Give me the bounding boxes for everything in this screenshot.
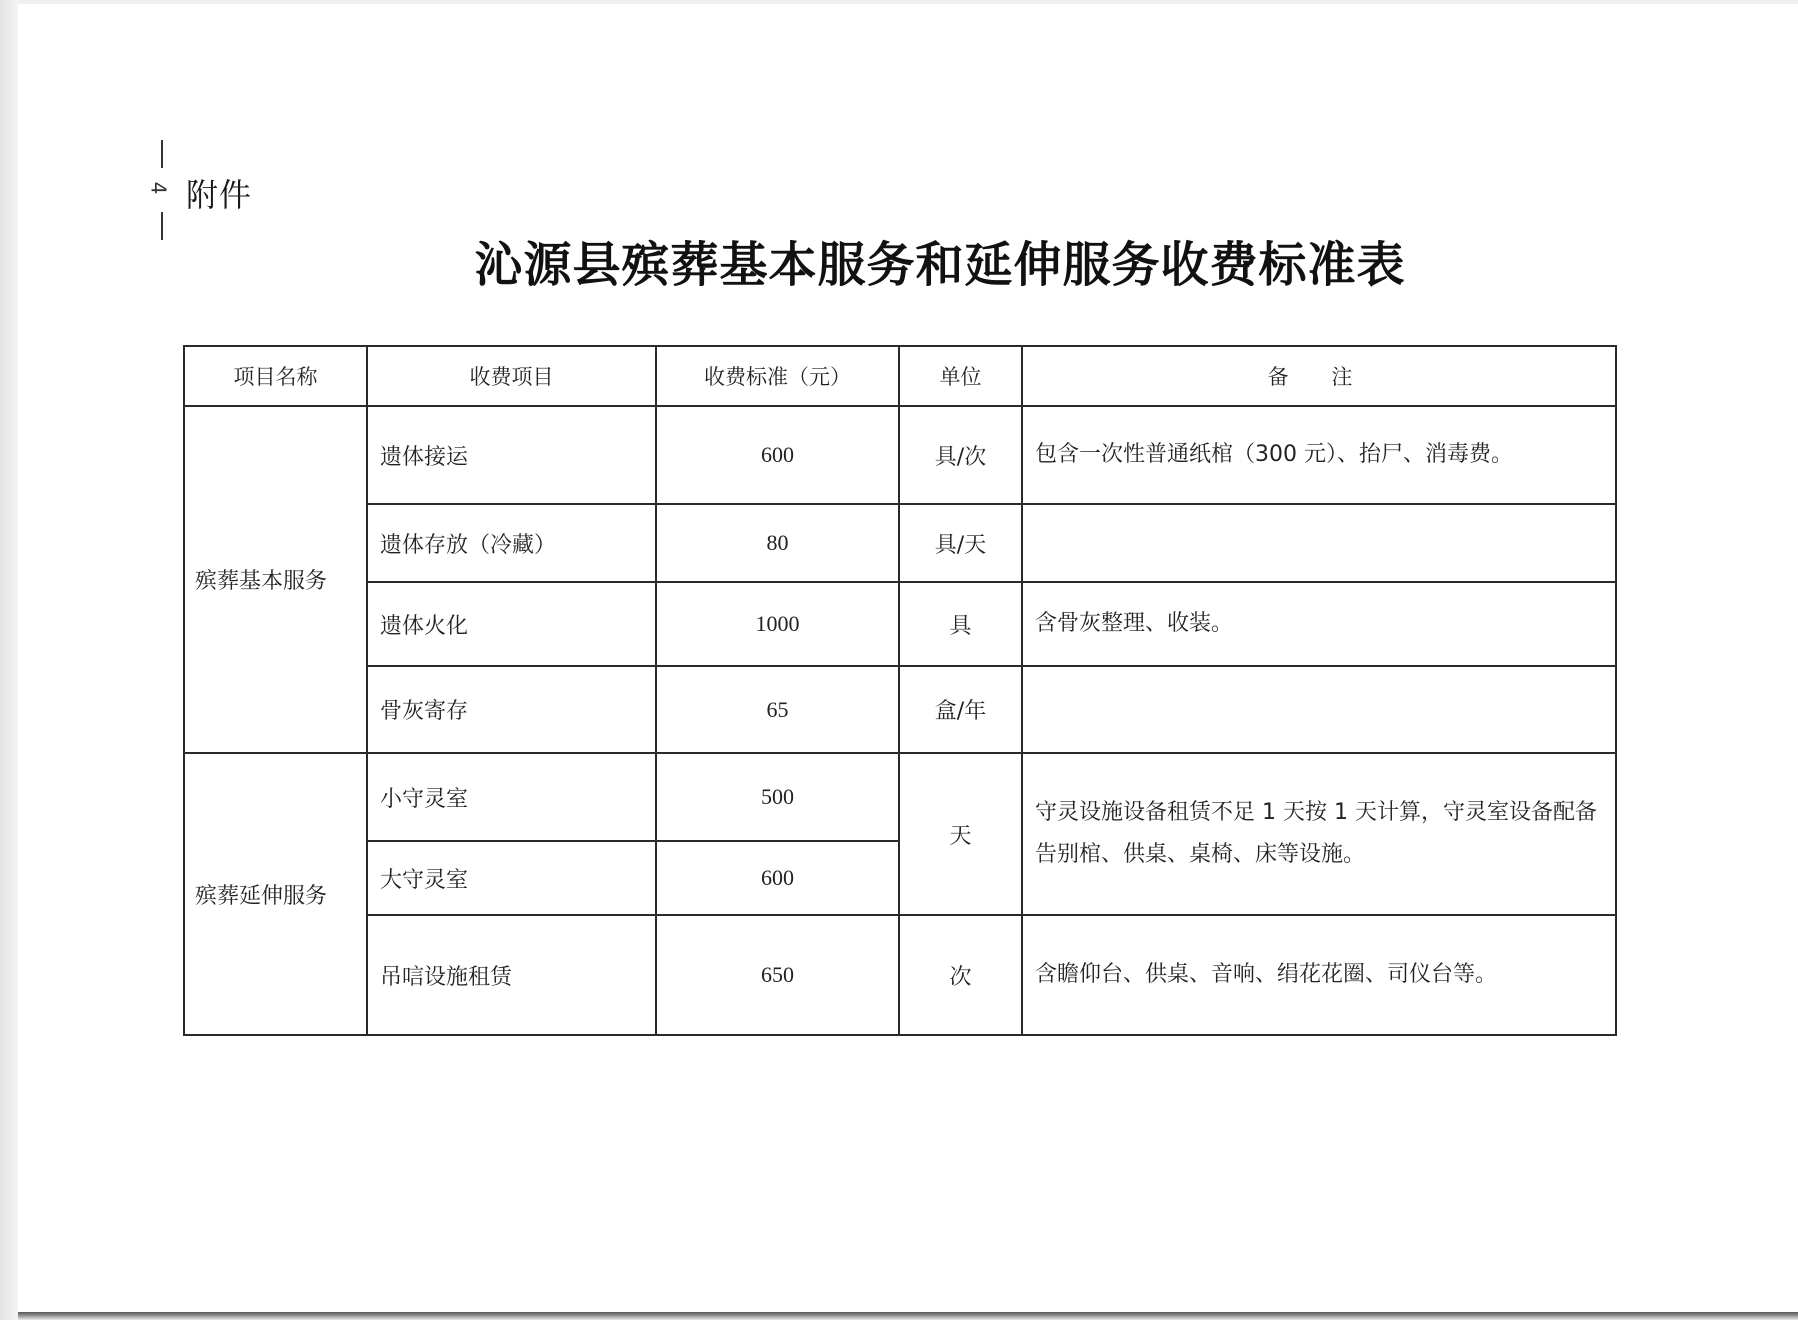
price-cell: 500 [656, 753, 899, 841]
header-item: 收费项目 [367, 346, 656, 406]
document-title: 沁源县殡葬基本服务和延伸服务收费标准表 [474, 237, 1406, 293]
price-cell: 65 [656, 666, 899, 753]
item-cell: 遗体存放（冷藏） [367, 504, 656, 582]
remark-cell [1022, 666, 1616, 753]
fee-standard-table [183, 345, 1617, 1036]
unit-cell: 次 [899, 915, 1022, 1035]
unit-cell: 具 [899, 582, 1022, 666]
header-remark: 备 注 [1022, 346, 1616, 406]
unit-cell: 具/天 [899, 504, 1022, 582]
item-cell: 遗体接运 [367, 406, 656, 504]
price-cell: 650 [656, 915, 899, 1035]
price-cell: 600 [656, 406, 899, 504]
table-row [184, 666, 1616, 753]
unit-cell: 天 [899, 753, 1022, 915]
remark-cell [1022, 504, 1616, 582]
unit-cell: 具/次 [899, 406, 1022, 504]
table-header-row [184, 346, 1616, 406]
remark-cell: 包含一次性普通纸棺（300 元）、抬尸、消毒费。 [1022, 406, 1616, 504]
page-marker-bar-bottom [161, 212, 163, 240]
price-cell: 80 [656, 504, 899, 582]
item-cell: 吊唁设施租赁 [367, 915, 656, 1035]
table-row [184, 915, 1616, 1035]
remark-cell: 含骨灰整理、收装。 [1022, 582, 1616, 666]
page-number: 4 [146, 181, 171, 195]
scan-edge-left [0, 0, 18, 1320]
scan-edge-top [18, 0, 1798, 4]
scan-edge-bottom [18, 1312, 1798, 1320]
attachment-label: 附件 [186, 176, 253, 214]
remark-cell: 含瞻仰台、供桌、音响、绢花花圈、司仪台等。 [1022, 915, 1616, 1035]
table-row [184, 504, 1616, 582]
page-number-marker [146, 140, 180, 240]
page-marker-bar-top [161, 140, 163, 168]
price-cell: 600 [656, 841, 899, 915]
item-cell: 遗体火化 [367, 582, 656, 666]
price-cell: 1000 [656, 582, 899, 666]
item-cell: 大守灵室 [367, 841, 656, 915]
item-cell: 骨灰寄存 [367, 666, 656, 753]
header-unit: 单位 [899, 346, 1022, 406]
remark-cell: 守灵设施设备租赁不足 1 天按 1 天计算，守灵室设备配备告别棺、供桌、桌椅、床等设施。 [1022, 753, 1616, 915]
unit-cell: 盒/年 [899, 666, 1022, 753]
category-cell: 殡葬基本服务 [184, 406, 367, 753]
header-price: 收费标准（元） [656, 346, 899, 406]
table-row [184, 406, 1616, 504]
table-row [184, 753, 1616, 841]
header-category: 项目名称 [184, 346, 367, 406]
category-cell: 殡葬延伸服务 [184, 753, 367, 1035]
table-row [184, 582, 1616, 666]
item-cell: 小守灵室 [367, 753, 656, 841]
